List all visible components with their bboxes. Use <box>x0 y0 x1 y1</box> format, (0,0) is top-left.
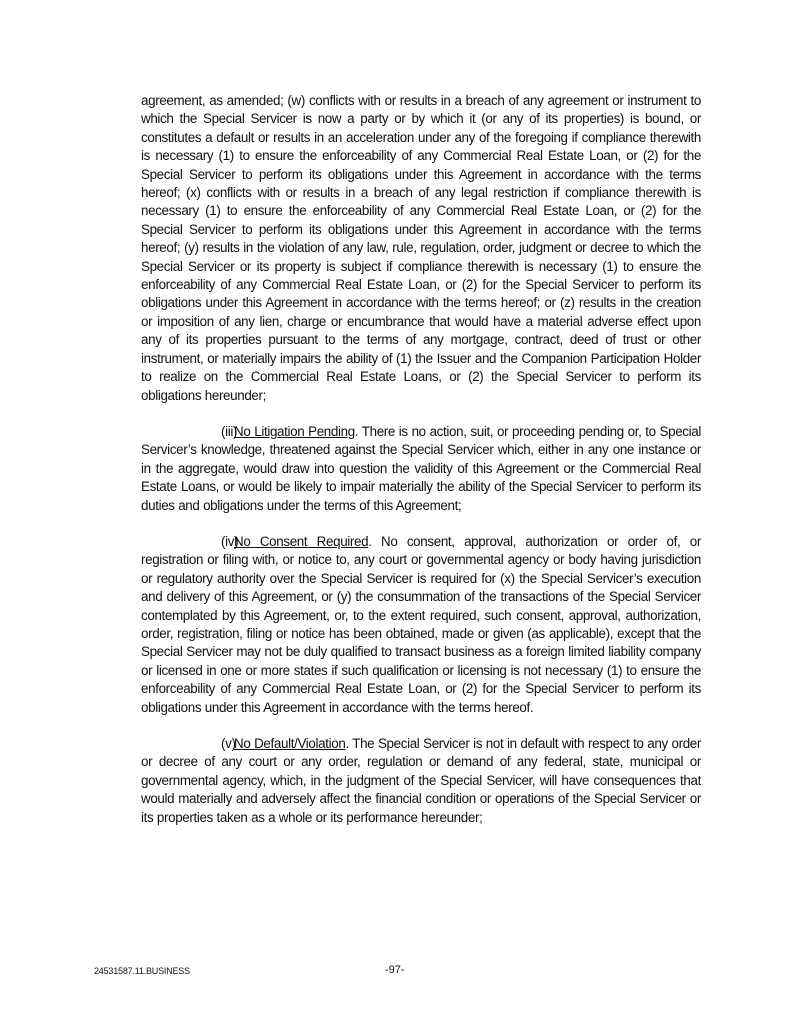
clause-number: (v) <box>221 736 236 751</box>
footer-page-number: -97- <box>385 964 405 976</box>
paragraph-text: agreement, as amended; (w) conflicts with or results in a breach of any agreement or instrument to which the Special Servicer is now a party or by which it (or any of its properties) is bound, or constitutes a default or results in an acceleration under any of the foregoing if compliance therewith is necessary (1) to ensure the enforceability of any Commercial Real Estate Loan, or (2) for the Special Servicer to perform its obligations under this Agreement in accordance with the terms hereof; (x) conflicts with or results in a breach of any legal restriction if compliance therewith is necessary (1) to ensure the enforceability of any Commercial Real Estate Loan, or (2) for the Special Servicer to perform its obligations under this Agreement in accordance with the terms hereof; (y) results in the violation of any law, rule, regulation, order, judgment or decree to which the Special Servicer or its property is subject if compliance therewith is necessary (1) to ensure the enforceability of any Commercial Real Estate Loan, or (2) for the Special Servicer to perform its obligations under this Agreement in accordance with the terms hereof; or (z) results in the creation or imposition of any lien, charge or encumbrance that would have a material adverse effect upon any of its properties pursuant to the terms of any mortgage, contract, deed of trust or other instrument, or materially impairs the ability of (1) the Issuer and the Companion Participation Holder to realize on the Commercial Real Estate Loans, or (2) the Special Servicer to perform its obligations hereunder; <box>141 93 701 403</box>
clause-heading: No Litigation Pending <box>234 423 355 439</box>
clause-number: (iv) <box>221 533 239 549</box>
paragraph-no-litigation-pending <box>141 423 701 515</box>
paragraph-text: . No consent, approval, authorization or order of, or registration or filing with, or notice to, any court or governmental agency or body having jurisdiction or regulatory authority over the Special Servicer is required for (x) the Special Servicer’s execution and delivery of this Agreement, or (y) the consummation of the transactions of the Special Servicer contemplated by this Agreement, or, to the extent required, such consent, approval, authorization, order, registration, filing or notice has been obtained, made or given (as applicable), except that the Special Servicer may not be duly qualified to transact business as a foreign limited liability company or licensed in one or more states if such qualification or licensing is not necessary (1) to ensure the enforceability of any Commercial Real Estate Loan, or (2) for the Special Servicer to perform its obligations under this Agreement in accordance with the terms hereof. <box>141 533 701 715</box>
clause-heading: No Consent Required <box>234 533 369 549</box>
clause-heading: No Default/Violation <box>234 736 346 751</box>
paragraph-text: . There is no action, suit, or proceeding pending or, to Special Servicer’s knowledge, threatened against the Special Servicer which, either in any one instance or in the aggregate, would draw into question the validity of this Agreement or the Commercial Real Estate Loans, or would be likely to impair materially the ability of the Special Servicer to perform its duties and obligations under the terms of this Agreement; <box>141 423 701 513</box>
document-body <box>141 92 701 845</box>
paragraph-no-default-violation <box>141 735 701 827</box>
clause-number: (iii) <box>221 423 238 439</box>
paragraph-text: . The Special Servicer is not in default with respect to any order or decree of any court or any order, regulation or demand of any federal, state, municipal or governmental agency, which, in the judgment of the Special Servicer, will have consequences that would materially and adversely affect the financial condition or operations of the Special Servicer or its properties taken as a whole or its performance hereunder; <box>141 736 702 825</box>
footer-document-id: 24531587.11.BUSINESS <box>94 966 190 976</box>
paragraph-continuation <box>141 92 701 405</box>
paragraph-no-consent-required <box>141 533 701 717</box>
